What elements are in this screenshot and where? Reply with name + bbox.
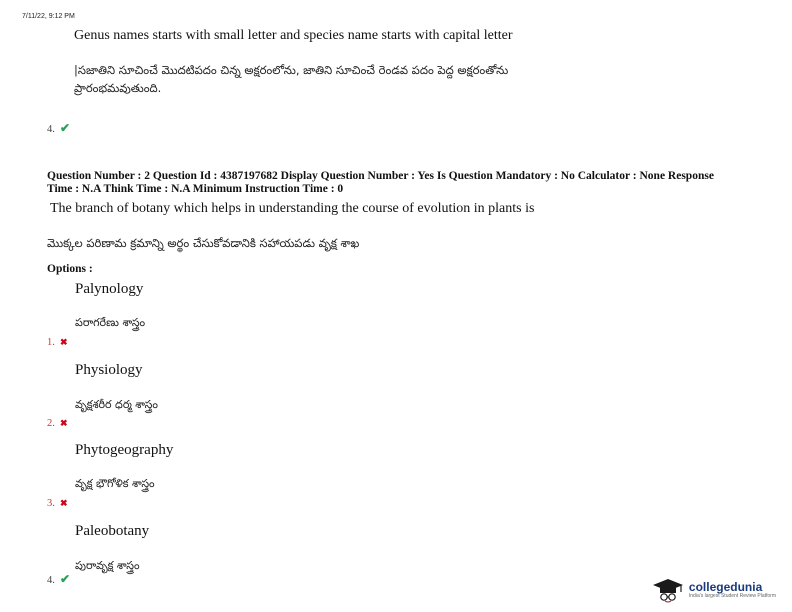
option-number: 2. [47, 418, 55, 429]
prev-option-text-te-line1: |సజాతిని సూచించే మొదటిపదం చిన్న అక్షరంలోను, జాతిని సూచించే రెండవ పదం పెద్ద అక్షరంతోను [74, 63, 509, 77]
check-icon: ✔ [59, 121, 71, 135]
options-label: Options : [47, 263, 93, 275]
option-4-text-te: పురావృక్ష శాస్త్రం [75, 559, 140, 572]
graduation-cap-icon [651, 577, 685, 603]
prev-option-marker [47, 117, 70, 136]
option-2-marker [47, 411, 68, 430]
question-meta-line2: Time : N.A Think Time : N.A Minimum Instruction Time : 0 [47, 183, 344, 195]
option-4-text-en: Paleobotany [75, 523, 150, 539]
option-number: 4. [47, 124, 55, 135]
logo-name: collegedunia [688, 579, 763, 594]
option-1-text-te: పరాగరేణు శాస్త్రం [75, 316, 146, 329]
question-meta-line1: Question Number : 2 Question Id : 4387197682 Display Question Number : Yes Is Question Mandatory : No Calculator : None Response [47, 170, 714, 182]
option-number: 1. [47, 337, 55, 348]
option-number: 4. [47, 575, 55, 586]
prev-option-text-en: Genus names starts with small letter and species name starts with capital letter [74, 28, 513, 43]
logo-tagline: India's largest Student Review Platform [688, 592, 776, 599]
option-4-marker [47, 568, 70, 587]
option-3-marker [47, 491, 68, 510]
prev-option-text-te-line2: ప్రారంభమవుతుంది. [74, 81, 162, 95]
print-timestamp: 7/11/22, 9:12 PM [22, 13, 75, 20]
option-1-text-en: Palynology [75, 281, 144, 297]
option-3-text-en: Phytogeography [75, 442, 174, 458]
question-text-en: The branch of botany which helps in understanding the course of evolution in plants is [50, 201, 535, 216]
check-icon: ✔ [59, 572, 71, 586]
collegedunia-logo [651, 577, 776, 603]
cross-icon: ✖ [59, 338, 68, 348]
cross-icon: ✖ [59, 419, 68, 429]
option-3-text-te: వృక్ష భౌగోళిక శాస్త్రం [75, 477, 155, 490]
option-2-text-te: వృక్షశరీర ధర్మ శాస్త్రం [75, 398, 158, 411]
question-text-te: మొక్కల పరిణామ క్రమాన్ని అర్థం చేసుకోవడానికి సహాయపడు వృక్ష శాఖ [47, 236, 360, 250]
option-1-marker [47, 330, 68, 349]
cross-icon: ✖ [59, 499, 68, 509]
option-2-text-en: Physiology [75, 362, 143, 378]
option-number: 3. [47, 498, 55, 509]
